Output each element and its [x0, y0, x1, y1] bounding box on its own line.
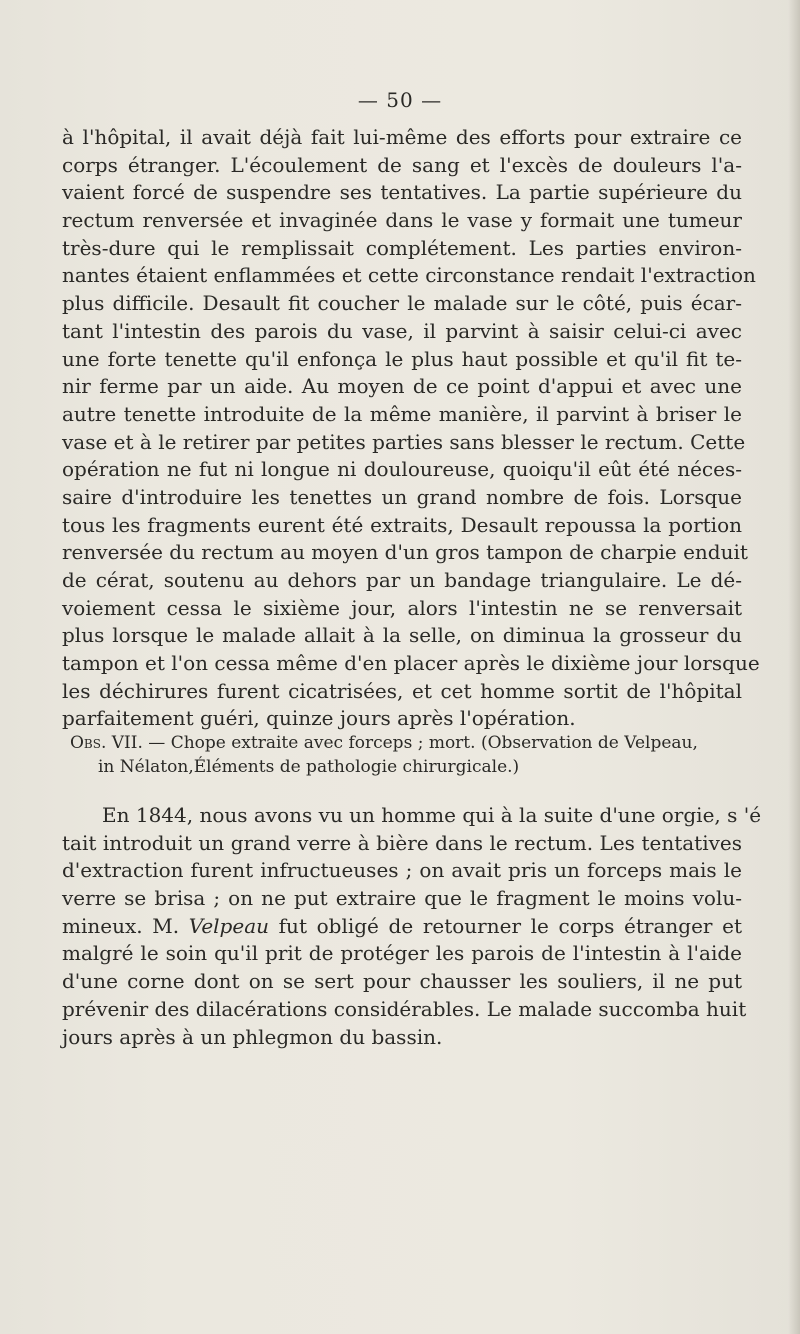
text-line: malgré le soin qu'il prit de protéger les parois de l'intestin à l'aide [62, 941, 742, 966]
text-line: verre se brisa ; on ne put extraire que le fragment le moins volu- [62, 886, 742, 911]
observation-heading [70, 731, 750, 779]
page-edge-shadow [788, 0, 800, 1334]
text-line: opération ne fut ni longue ni douloureuse, quoiqu'il eût été néces- [62, 457, 742, 482]
text-line: corps étranger. L'écoulement de sang et l'excès de douleurs l'a- [62, 152, 742, 177]
text-line: saire d'introduire les tenettes un grand nombre de fois. Lorsque [62, 484, 742, 509]
text-line: très-dure qui le remplissait complétement. Les parties environ- [62, 235, 742, 260]
text-line: vaient forcé de suspendre ses tentatives. La partie supérieure du [62, 180, 742, 205]
text-line: d'une corne dont on se sert pour chausser les souliers, il ne put [62, 969, 742, 994]
observation-title: — Chope extraite avec forceps ; mort. (Observation de Velpeau, [142, 733, 698, 753]
observation-label: Obs. VII. [70, 733, 143, 753]
page-number: — 50 — [357, 88, 443, 112]
text-line: tant l'intestin des parois du vase, il parvint à saisir celui-ci avec [62, 318, 742, 343]
text-line: voiement cessa le sixième jour, alors l'intestin ne se renversait [62, 595, 742, 620]
italic-name: Velpeau [188, 913, 270, 938]
text-line: de cérat, soutenu au dehors par un bandage triangulaire. Le dé- [62, 568, 742, 592]
text-line: tait introduit un grand verre à bière dans le rectum. Les tentatives [62, 830, 742, 855]
text-line: En 1844, nous avons vu un homme qui à la suite d'une orgie, s 'é [102, 803, 762, 827]
paragraph-observation [62, 802, 762, 1051]
observation-title-line [70, 731, 750, 755]
text-line: autre tenette introduite de la même manière, il parvint à briser le [62, 401, 742, 426]
text-line: les déchirures furent cicatrisées, et cet homme sortit de l'hôpital [62, 678, 742, 703]
text-line: mineux. M. Velpeau fut obligé de retourner le corps étranger et [62, 913, 742, 938]
text-line: à l'hôpital, il avait déjà fait lui-même des efforts pour extraire ce [62, 125, 742, 149]
text-line: nir ferme par un aide. Au moyen de ce point d'appui et avec une [62, 374, 742, 399]
text-line: prévenir des dilacérations considérables. Le malade succomba huit [62, 996, 747, 1021]
text-line: renversée du rectum au moyen d'un gros tampon de charpie enduit [62, 540, 748, 565]
text-line: jours après à un phlegmon du bassin. [62, 1024, 443, 1049]
text-line: d'extraction furent infructueuses ; on avait pris un forceps mais le [62, 858, 742, 883]
paragraph-continuation [62, 124, 760, 733]
text-line: rectum renversée et invaginée dans le vase y formait une tumeur [62, 208, 742, 233]
text-line: plus lorsque le malade allait à la selle, on diminua la grosseur du [62, 623, 742, 648]
text-line: nantes étaient enflammées et cette circonstance rendait l'extraction [62, 263, 756, 288]
text-line: tampon et l'on cessa même d'en placer après le dixième jour lorsque [62, 651, 760, 676]
text-line: parfaitement guéri, quinze jours après l'opération. [62, 706, 576, 731]
text-line: une forte tenette qu'il enfonça le plus haut possible et qu'il fit te- [62, 346, 742, 371]
text-line: tous les fragments eurent été extraits, Desault repoussa la portion [62, 512, 742, 537]
observation-source: in Nélaton,Éléments de pathologie chirurgicale.) [98, 757, 520, 777]
text-line: vase et à le retirer par petites parties sans blesser le rectum. Cette [62, 429, 746, 454]
text-line: plus difficile. Desault fit coucher le malade sur le côté, puis écar- [62, 291, 742, 316]
